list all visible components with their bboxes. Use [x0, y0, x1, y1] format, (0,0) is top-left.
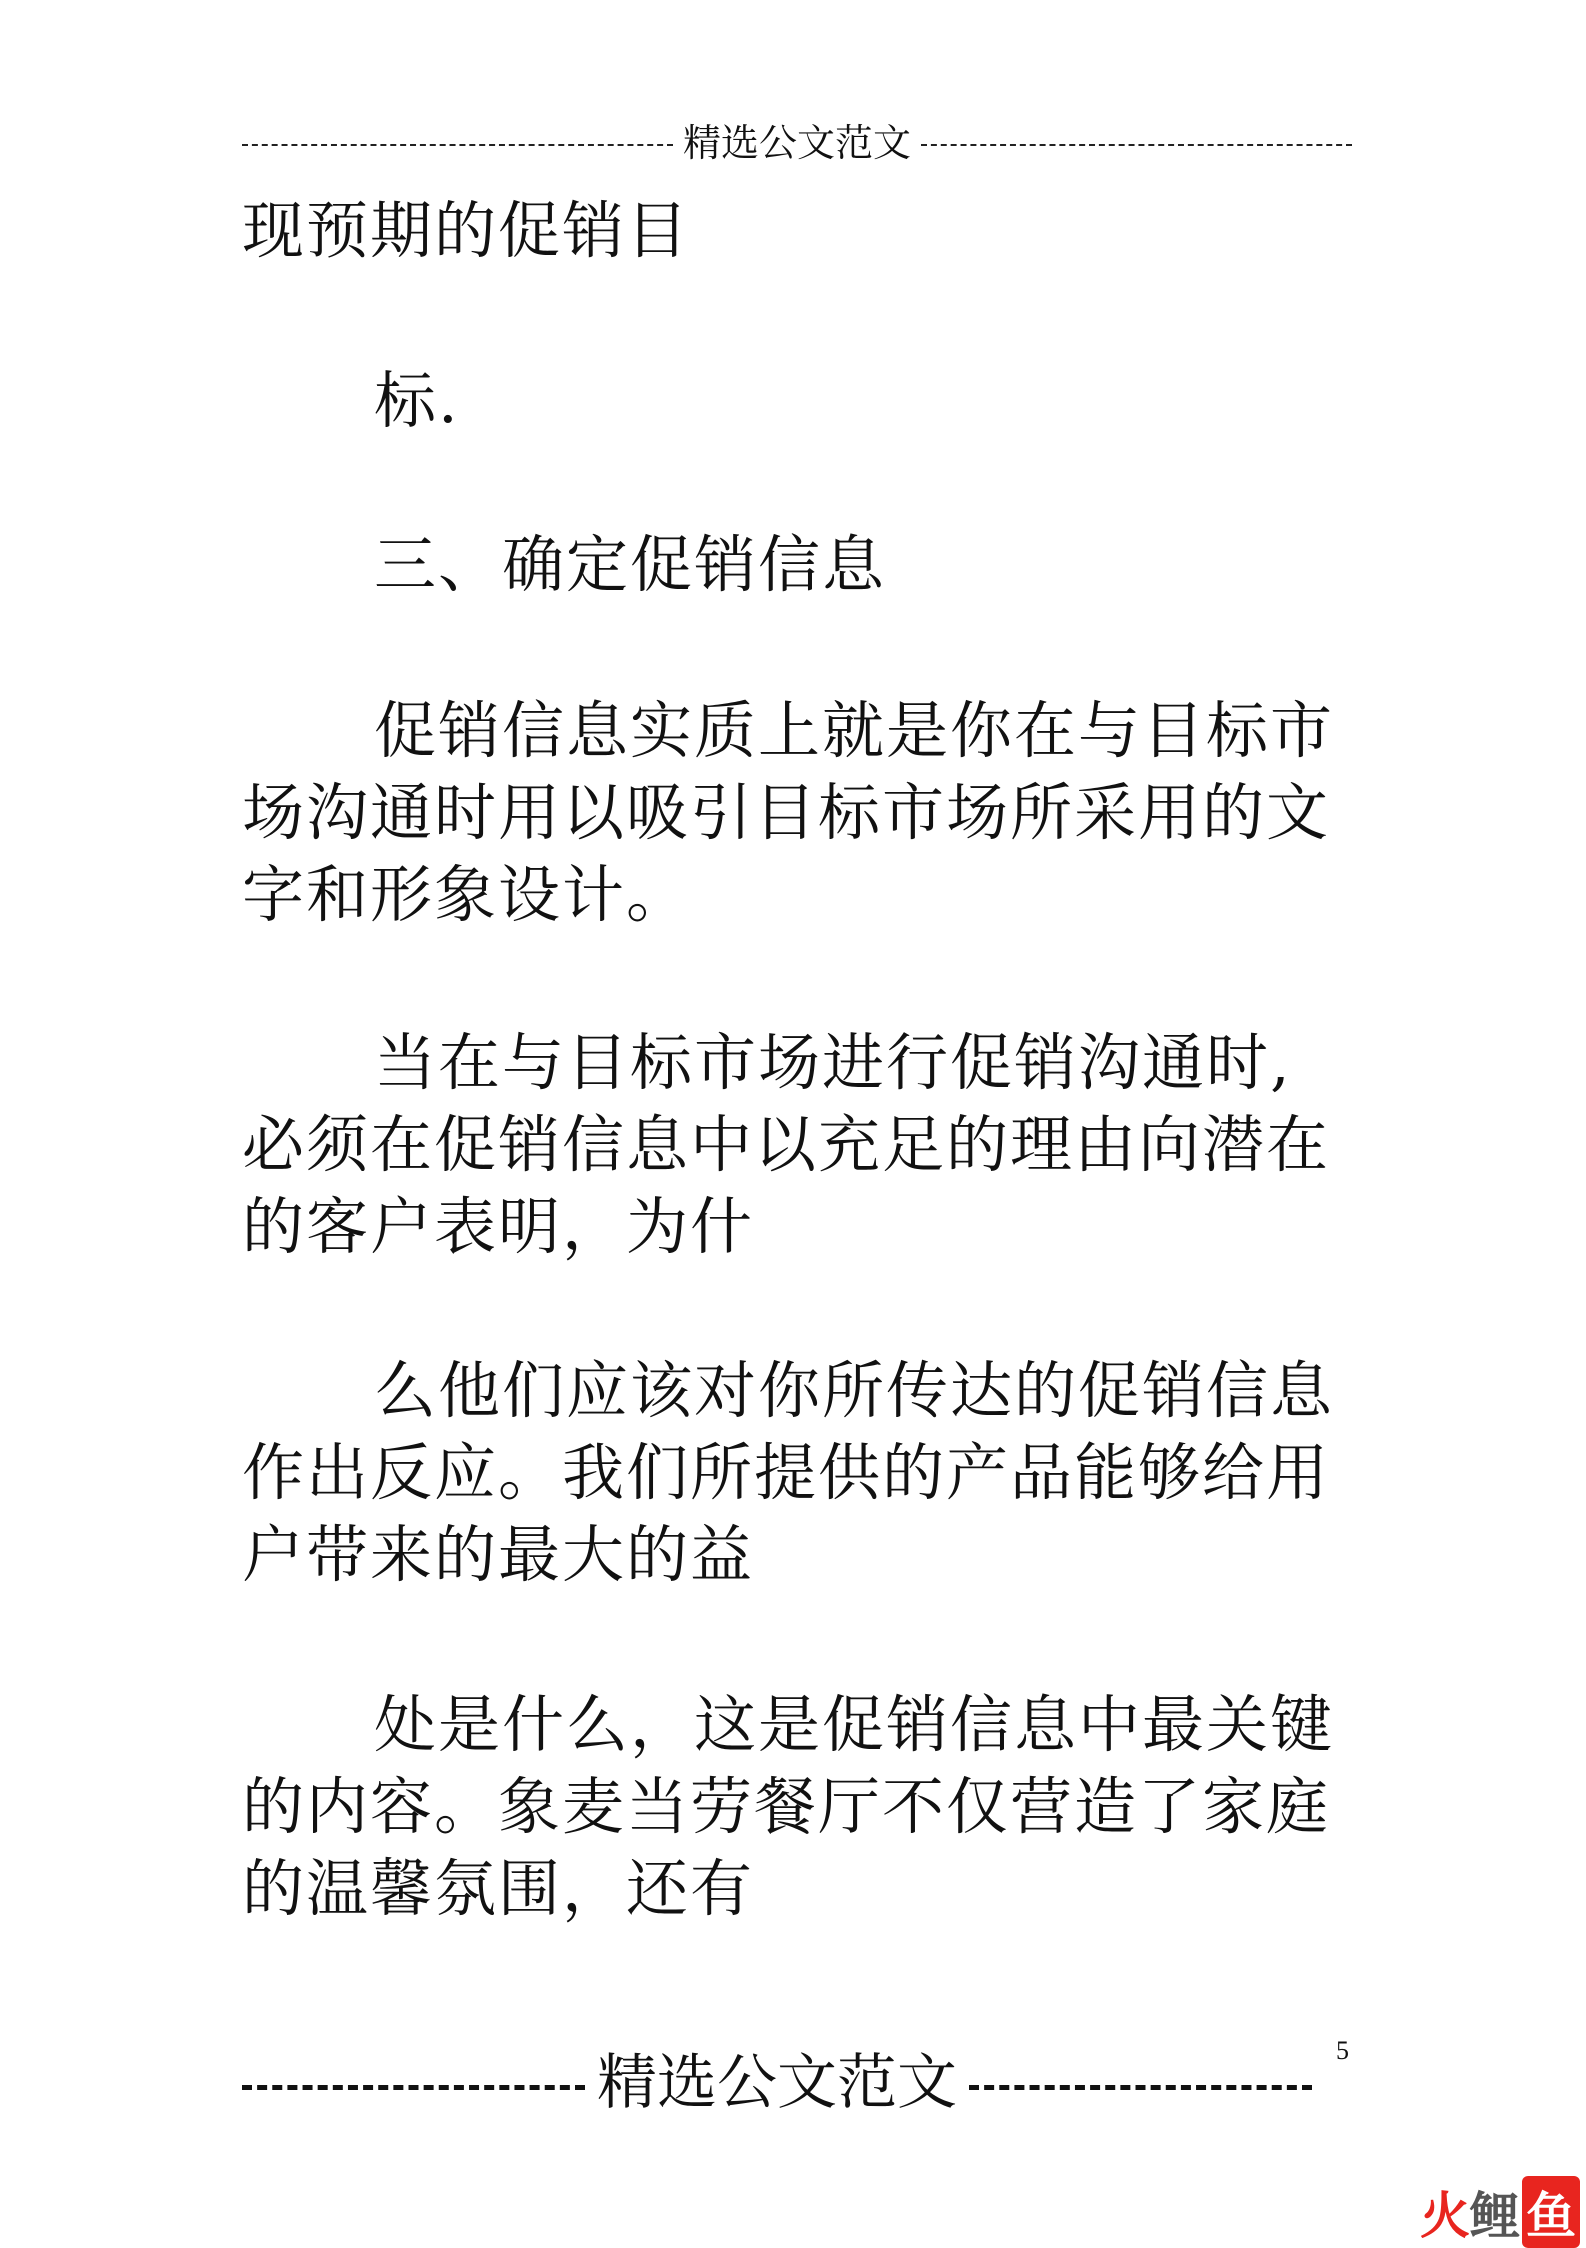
text-line: 处是什么，这是促销信息中最关键 [374, 1688, 1335, 1761]
text-line: 场沟通时用以吸引目标市场所采用的文 [242, 776, 1331, 849]
watermark-char-3: 鱼 [1522, 2176, 1580, 2248]
text-line: 字和形象设计。 [242, 858, 691, 931]
text-line: 么他们应该对你所传达的促销信息 [374, 1354, 1335, 1427]
text-line: 必须在促销信息中以充足的理由向潜在 [242, 1108, 1331, 1181]
text-line: 当在与目标市场进行促销沟通时, [374, 1026, 1292, 1099]
paragraph-6 [242, 1684, 1484, 1766]
paragraph-2 [242, 360, 1484, 442]
text-line: 的内容。象麦当劳餐厅不仅营造了家庭 [242, 1770, 1331, 1843]
paragraph-4-cont [242, 1104, 1352, 1268]
page-footer [242, 2046, 1312, 2120]
paragraph-1 [242, 190, 1352, 272]
footer-dash-right [969, 2085, 1312, 2090]
paragraph-5 [242, 1350, 1484, 1432]
watermark-logo [1420, 2176, 1580, 2248]
text-line: 三、确定促销信息 [374, 528, 887, 601]
text-line: 现预期的促销目 [242, 194, 691, 267]
paragraph-3-cont [242, 772, 1352, 936]
text-line: 标. [374, 364, 460, 437]
section-heading [242, 524, 1484, 606]
text-line: 促销信息实质上就是你在与目标市 [374, 694, 1335, 767]
footer-title: 精选公文范文 [597, 2048, 957, 2118]
text-line: 的温馨氛围，还有 [242, 1852, 755, 1925]
watermark-char-2: 鲤 [1470, 2187, 1520, 2245]
text-line: 作出反应。我们所提供的产品能够给用 [242, 1436, 1331, 1509]
text-line: 的客户表明，为什 [242, 1190, 755, 1263]
paragraph-5-cont [242, 1432, 1352, 1596]
paragraph-4 [242, 1022, 1484, 1104]
page-number: 5 [1336, 2036, 1349, 2065]
header-title: 精选公文范文 [683, 121, 912, 165]
paragraph-3 [242, 690, 1484, 772]
text-line: 户带来的最大的益 [242, 1518, 755, 1591]
paragraph-6-cont [242, 1766, 1352, 1930]
watermark-char-1: 火 [1420, 2187, 1470, 2245]
footer-dash-left [242, 2085, 585, 2090]
